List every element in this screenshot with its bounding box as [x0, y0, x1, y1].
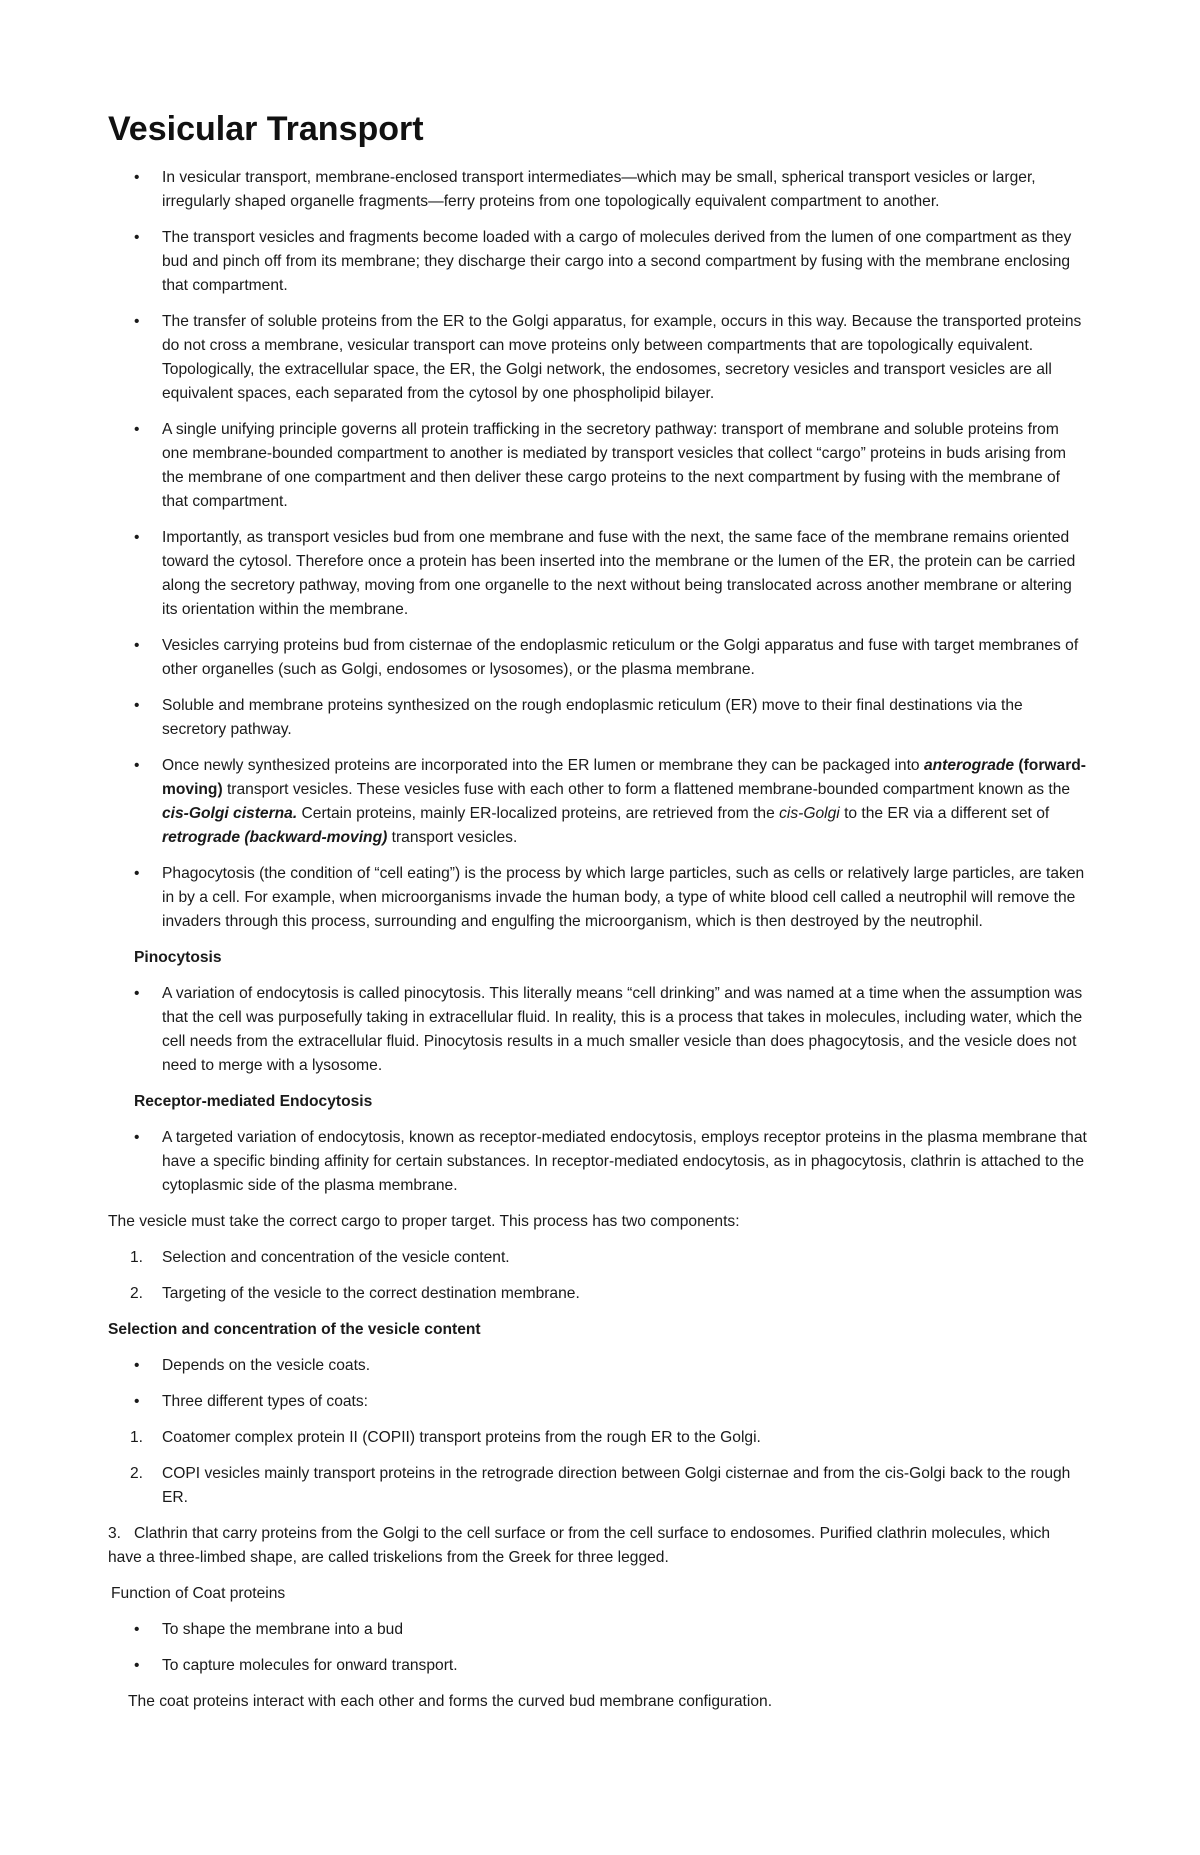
term-cis-golgi-cisterna: cis-Golgi cisterna. — [162, 805, 298, 822]
list-item: • The transport vesicles and fragments become loaded with a cargo of molecules derived from the lumen of one compartment as they bud and pinch off from its membrane; they discharge their cargo into a second compartment by fusing with the membrane enclosing that compartment. — [162, 226, 1088, 298]
list-item: • A single unifying principle governs all protein trafficking in the secretory pathway: transport of membrane and soluble proteins from one membrane-bounded compartment to another is mediated by transport vesicles that collect “cargo” proteins in buds arising from the membrane of one compartment and then deliver these cargo proteins to the next compartment by fusing with the membrane of that compartment. — [162, 418, 1088, 514]
receptor-heading: Receptor-mediated Endocytosis — [134, 1093, 373, 1110]
list-item: • Three different types of coats: — [162, 1390, 1088, 1414]
list-item: • Soluble and membrane proteins synthesized on the rough endoplasmic reticulum (ER) move to their final destinations via the secretory pathway. — [162, 694, 1088, 742]
term-retrograde: retrograde (backward-moving) — [162, 829, 388, 846]
list-item: • A targeted variation of endocytosis, known as receptor-mediated endocytosis, employs receptor proteins in the plasma membrane that have a specific binding affinity for certain substances. In receptor-mediated endocytosis, as in phagocytosis, clathrin is attached to the cytoplasmic side of the plasma membrane. — [162, 1126, 1088, 1198]
coat-function-heading: Function of Coat proteins — [111, 1585, 286, 1602]
list-item: 1. Selection and concentration of the vesicle content. — [130, 1249, 510, 1266]
receptor-list — [108, 1126, 1088, 1198]
list-item: • Vesicles carrying proteins bud from cisternae of the endoplasmic reticulum or the Golgi apparatus and fuse with target membranes of other organelles (such as Golgi, endosomes or lysosomes), or the plasma membrane. — [162, 634, 1088, 682]
cargo-intro-paragraph: The vesicle must take the correct cargo to proper target. This process has two components: — [108, 1213, 740, 1230]
list-item: 2. COPI vesicles mainly transport proteins in the retrograde direction between Golgi cisternae and from the cis-Golgi back to the rough ER. — [130, 1465, 1071, 1506]
list-item: • Phagocytosis (the condition of “cell eating”) is the process by which large particles, such as cells or relatively large particles, are taken in by a cell. For example, when microorganisms invade the human body, a type of white blood cell called a neutrophil will remove the invaders through this process, surrounding and engulfing the microorganism, which is then destroyed by the neutrophil. — [162, 862, 1088, 934]
term-forward-moving: (forward-moving) — [162, 757, 1086, 798]
text-span: Once newly synthesized proteins are incorporated into the ER lumen or membrane they can be packaged into — [162, 757, 924, 774]
selection-heading: Selection and concentration of the vesicle content — [108, 1321, 481, 1338]
term-anterograde: anterograde — [923, 757, 1015, 774]
list-item-anterograde: • Once newly synthesized proteins are incorporated into the ER lumen or membrane they can be packaged into anterograde (forward-moving) transport vesicles. These vesicles fuse with each other to form a flattened membrane-bounded compartment known as the cis-Golgi cisterna. Certain proteins, mainly ER-localized proteins, are retrieved from the cis-Golgi to the ER via a different set of retrograde (backward-moving) transport vesicles. — [162, 754, 1088, 850]
page-title: Vesicular Transport — [108, 110, 424, 148]
closing-paragraph: The coat proteins interact with each other and forms the curved bud membrane configuration. — [128, 1693, 773, 1710]
coats-list — [108, 1426, 1088, 1510]
list-item: • In vesicular transport, membrane-enclosed transport intermediates—which may be small, spherical transport vesicles or larger, irregularly shaped organelle fragments—ferry proteins from one topologically equivalent compartment to another. — [162, 166, 1088, 214]
list-item: 1. Coatomer complex protein II (COPII) transport proteins from the rough ER to the Golgi. — [130, 1429, 761, 1446]
list-item: • The transfer of soluble proteins from the ER to the Golgi apparatus, for example, occurs in this way. Because the transported proteins do not cross a membrane, vesicular transport can move proteins only between compartments that are topologically equivalent. Topologically, the extracellular space, the ER, the Golgi network, the endosomes, secretory vesicles and transport vesicles are all equivalent spaces, each separated from the cytosol by one phospholipid bilayer. — [162, 310, 1088, 406]
selection-list — [108, 1354, 1088, 1414]
list-item: 2. Targeting of the vesicle to the correct destination membrane. — [130, 1285, 580, 1302]
list-item: • Depends on the vesicle coats. — [162, 1354, 1088, 1378]
term-cis-golgi: cis-Golgi — [779, 805, 840, 822]
pinocytosis-list — [108, 982, 1088, 1078]
list-item: • Importantly, as transport vesicles bud from one membrane and fuse with the next, the same face of the membrane remains oriented toward the cytosol. Therefore once a protein has been inserted into the membrane or the lumen of the ER, the protein can be carried along the secretory pathway, moving from one organelle to the next without being translocated across another membrane or altering its orientation within the membrane. — [162, 526, 1088, 622]
list-item: • To capture molecules for onward transport. — [162, 1654, 1088, 1678]
coat-function-list — [108, 1618, 1088, 1678]
list-item: • To shape the membrane into a bud — [162, 1618, 1088, 1642]
intro-bullet-list — [108, 166, 1088, 934]
document-page — [108, 106, 1088, 1726]
components-list — [108, 1246, 1088, 1306]
clathrin-paragraph: 3. Clathrin that carry proteins from the Golgi to the cell surface or from the cell surface to endosomes. Purified clathrin molecules, which have a three-limbed shape, are called triskelions from the Greek for three legged. — [108, 1525, 1055, 1566]
list-item: • A variation of endocytosis is called pinocytosis. This literally means “cell drinking” and was named at a time when the assumption was that the cell was purposefully taking in extracellular fluid. In reality, this is a process that takes in molecules, including water, which the cell needs from the extracellular fluid. Pinocytosis results in a much smaller vesicle than does phagocytosis, and the vesicle does not need to merge with a lysosome. — [162, 982, 1088, 1078]
pinocytosis-heading: Pinocytosis — [134, 949, 222, 966]
